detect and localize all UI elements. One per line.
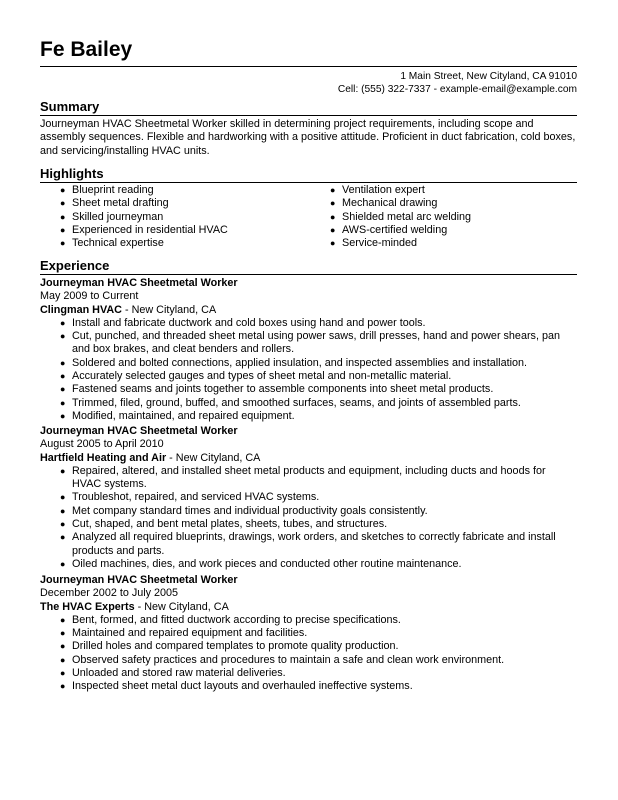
list-item: ● Skilled journeyman [60,210,164,223]
bullet-icon: ● [60,614,66,625]
list-item: ● Unloaded and stored raw material deliveries. [60,667,286,680]
bullet-icon: ● [330,224,336,235]
list-item: ● Service-minded [330,237,418,250]
summary-text: Journeyman HVAC Sheetmetal Worker skilled in determining project requirements, including scope and assembly sequences. Flexible and hardworking with a positive attitude. Proficient in duct fabrication, cold boxes, and servicing/installing HVAC units. [40,118,576,157]
bullet-icon: ● [60,397,66,408]
bullet-icon: ● [60,654,66,665]
bullet-icon: ● [330,185,336,195]
bullet-icon: ● [60,331,66,342]
bullet-icon: ● [60,371,66,382]
list-item: ● Bent, formed, and fitted ductwork according to precise specifications. [60,613,401,626]
list-item: ● Cut, shaped, and bent metal plates, sheets, tubes, and structures. [60,518,388,531]
bullet-icon: ● [60,224,66,235]
bullet-icon: ● [60,211,66,222]
list-item: ● Cut, punched, and threaded sheet metal using power saws, drill presses, hand and power shears, pan and box brakes, and cleat benders and rollers. [60,330,560,356]
list-item: ● Maintained and repaired equipment and facilities. [60,627,308,640]
job-entry-1 [40,277,580,423]
company-location: - New Cityland, CA [166,451,261,464]
highlights-right-list [310,184,570,250]
contact-block [338,70,577,96]
bullet-icon: ● [330,238,336,249]
job-employer [40,304,580,317]
list-item: ● Observed safety practices and procedures to maintain a safe and clean work environment. [60,653,505,666]
address-line: 1 Main Street, New Cityland, CA 91010 [400,71,577,82]
job-entry-2 [40,425,580,571]
job-dates: December 2002 to July 2005 [40,587,179,600]
job-dates: May 2009 to Current [40,290,139,303]
experience-divider [40,274,577,275]
experience-heading: Experience [40,258,110,273]
list-item: ● Inspected sheet metal duct layouts and overhauled ineffective systems. [60,680,413,693]
bullet-icon: ● [60,410,66,421]
company-location: - New Cityland, CA [134,600,229,613]
job-title: Journeyman HVAC Sheetmetal Worker [40,277,238,289]
bullet-icon: ● [60,357,66,368]
list-item: ● Shielded metal arc welding [330,210,472,223]
header-divider [40,66,577,67]
highlights-heading: Highlights [40,166,104,181]
bullet-icon: ● [60,558,66,569]
list-item: ● Troubleshot, repaired, and serviced HVAC systems. [60,491,320,504]
list-item: ● Modified, maintained, and repaired equipment. [60,409,295,422]
candidate-name: Fe Bailey [40,38,133,61]
bullet-icon: ● [330,198,336,209]
company-name: The HVAC Experts [40,600,135,613]
bullet-icon: ● [60,532,66,543]
bullet-icon: ● [60,628,66,639]
job-entry-3 [40,574,580,694]
list-item: ● Analyzed all required blueprints, drawings, work orders, and sketches to correctly fabricate and install products and parts. [60,531,556,557]
bullet-icon: ● [330,211,336,222]
bullet-icon: ● [60,465,66,476]
list-item: ● Sheet metal drafting [60,197,169,210]
list-item: ● Met company standard times and individual productivity goals consistently. [60,504,428,517]
list-item: ● Oiled machines, dies, and work pieces and conducted other routine maintenance. [60,557,462,570]
summary-heading: Summary [40,99,100,114]
job-duties-list [40,317,580,423]
phone-email-line: Cell: (555) 322-7337 - example-email@example.com [337,84,577,95]
list-item: ● Trimmed, filed, ground, buffed, and smoothed surfaces, seams, and joints of assembled parts. [60,396,521,409]
bullet-icon: ● [60,668,66,679]
job-duties-list [40,614,580,694]
company-name: Clingman HVAC [40,303,122,316]
list-item: ● Drilled holes and compared templates to promote quality production. [60,640,399,653]
highlights-divider [40,182,577,183]
list-item: ● Accurately selected gauges and types of sheet metal and non-metallic material. [60,370,452,383]
job-title: Journeyman HVAC Sheetmetal Worker [40,574,238,586]
company-name: Hartfield Heating and Air [40,451,167,464]
list-item: ● Soldered and bolted connections, applied insulation, and inspected assemblies and installation. [60,356,527,369]
bullet-icon: ● [60,505,66,516]
job-employer [40,601,580,614]
list-item: ● Blueprint reading [60,184,154,196]
bullet-icon: ● [60,238,66,249]
list-item: ● Install and fabricate ductwork and cold boxes using hand and power tools. [60,316,426,329]
list-item: ● Technical expertise [60,237,164,250]
job-duties-list [40,465,580,571]
job-title: Journeyman HVAC Sheetmetal Worker [40,425,238,437]
bullet-icon: ● [60,384,66,395]
list-item: ● Fastened seams and joints together to assemble components into sheet metal products. [60,383,494,396]
bullet-icon: ● [60,641,66,652]
summary-divider [40,115,577,116]
job-employer [40,452,580,465]
job-dates: August 2005 to April 2010 [40,438,164,451]
bullet-icon: ● [60,519,66,530]
highlights-left-list [40,184,330,250]
list-item: ● Repaired, altered, and installed sheet metal products and equipment, including ducts and hoods for HVAC systems. [60,464,546,491]
list-item: ● Mechanical drawing [330,197,438,210]
bullet-icon: ● [60,198,66,209]
bullet-icon: ● [60,492,66,503]
bullet-icon: ● [60,681,66,692]
list-item: ● Ventilation expert [330,184,425,196]
bullet-icon: ● [60,185,66,195]
bullet-icon: ● [60,317,66,328]
list-item: ● AWS-certified welding [330,223,448,236]
company-location: - New Cityland, CA [121,303,217,316]
list-item: ● Experienced in residential HVAC [60,223,228,236]
